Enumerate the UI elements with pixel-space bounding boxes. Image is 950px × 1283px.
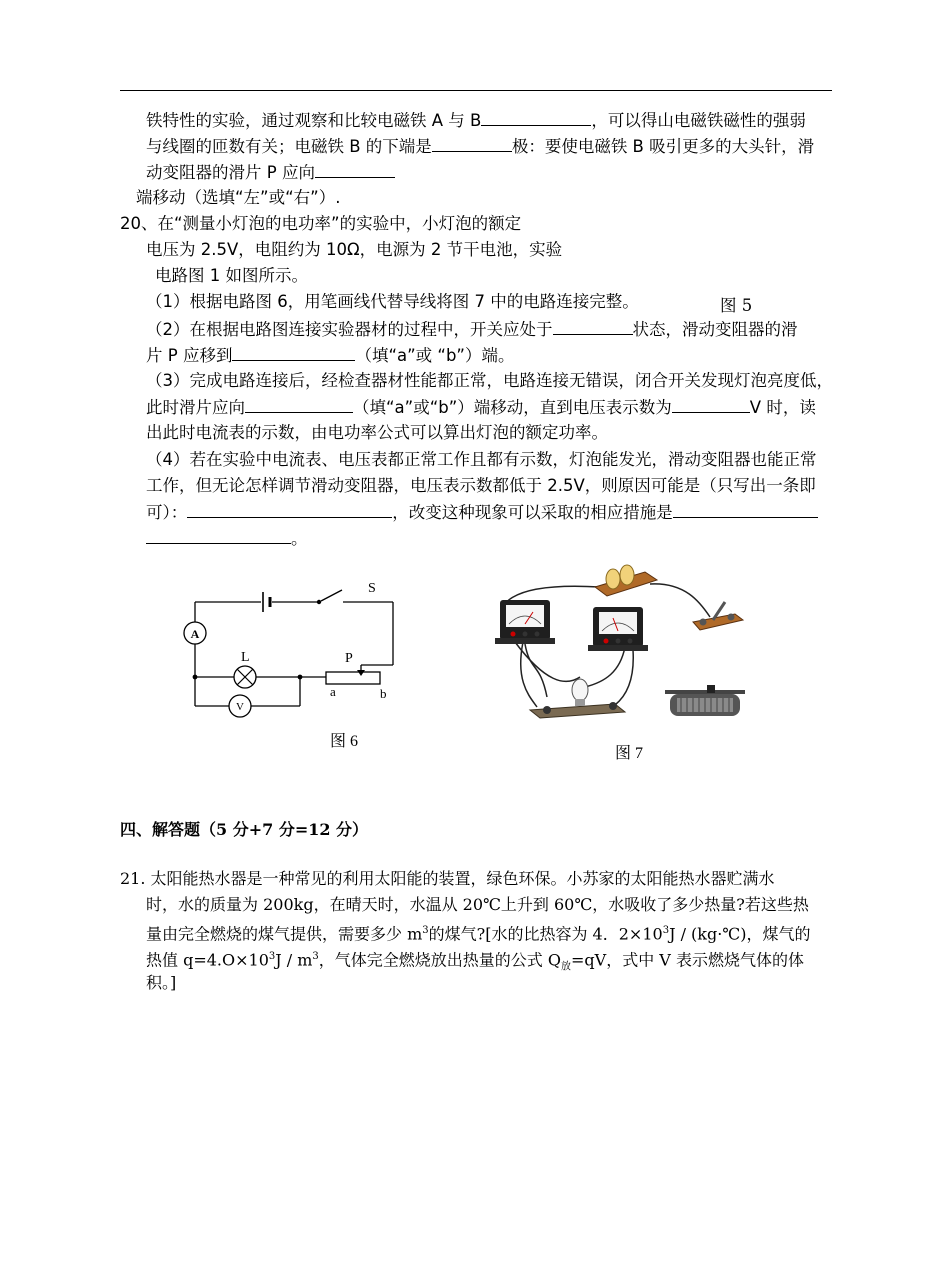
blank[interactable]	[245, 397, 353, 413]
q20-part3-line1: （3）完成电路连接后，经检查器材性能都正常，电路连接无错误，闭合开关发现灯泡亮度低，	[146, 371, 833, 390]
battery-box	[595, 565, 657, 596]
svg-text:S: S	[368, 581, 376, 596]
svg-text:P: P	[345, 651, 353, 666]
blank[interactable]	[146, 528, 291, 544]
q20-part4-line2: 工作，但无论怎样调节滑动变阻器，电压表示数都低于 2.5V，则原因可能是（只写出一条即	[146, 476, 816, 495]
svg-text:b: b	[380, 686, 387, 701]
blank[interactable]	[187, 502, 392, 518]
q19-line1: 铁特性的实验，通过观察和比较电磁铁 A 与 B ，可以得山电磁铁磁性的强弱	[146, 111, 806, 130]
q20-line2: 电压为 2.5V，电阻约为 10Ω，电源为 2 节干电池，实验	[146, 240, 563, 259]
blank[interactable]	[432, 136, 512, 152]
equipment-photo-fig7	[485, 562, 755, 730]
q20-part4-line3: 可）： ，改变这种现象可以采取的相应措施是	[146, 502, 818, 523]
q21-line3: 量由完全燃烧的煤气提供，需要多少 $m^3$的煤气?[水的比热容为 4．$2\times 10^3J$ / (kg·℃)，煤气的	[146, 924, 811, 944]
q21-line5: 积。]	[146, 973, 177, 992]
ammeter-device	[495, 600, 555, 644]
q20-part2-line2: 片 P 应移到 （填“a”或 “b”）端。	[146, 346, 515, 365]
header-rule	[120, 90, 832, 91]
svg-text:L: L	[241, 650, 250, 665]
fig6-caption: 图 6	[330, 733, 359, 750]
q20-line3: 电路图 1 如图所示。	[155, 266, 308, 285]
blank[interactable]	[553, 319, 633, 335]
q20-part3-line2: 此时滑片应向 （填“a”或“b”）端移动，直到电压表示数为 V 时，读	[146, 398, 816, 417]
q19-line2: 与线圈的匝数有关；电磁铁 B 的下端是 极：要使电磁铁 B 吸引更多的大头针，滑	[146, 137, 815, 156]
q21-line2: 时，水的质量为 200kg，在晴天时，水温从 20℃上升到 60℃，水吸收了多少热量?若这些热	[146, 895, 809, 914]
q20-part1: （1）根据电路图 6，用笔画线代替导线将图 7 中的电路连接完整。	[146, 292, 639, 311]
q21-line1: 21. 太阳能热水器是一种常见的利用太阳能的装置，绿色环保。小苏家的太阳能热水器贮满水	[120, 869, 775, 888]
svg-text:V: V	[236, 701, 244, 713]
switch-device	[693, 602, 743, 630]
section-heading: 四、解答题（5 分+7 分=12 分）	[120, 820, 369, 839]
q20-part3-line3: 出此时电流表的示数，由电功率公式可以算出灯泡的额定功率。	[146, 423, 608, 442]
q21-line4: 热值 $q=4.O\times 10^3J / m^3$，气体完全燃烧放出热量的公式 $Q_放=qV$，式中 V 表示燃烧气体的体	[146, 950, 804, 973]
svg-text:A: A	[190, 627, 200, 641]
q20-part4-line1: （4）若在实验中电流表、电压表都正常工作且都有示数，灯泡能发光，滑动变阻器也能正常	[146, 450, 817, 469]
fig7-caption: 图 7	[615, 745, 644, 762]
blank[interactable]	[481, 110, 591, 126]
voltmeter-device	[588, 607, 648, 651]
q19-line4: 端移动（选填“左”或“右”）.	[136, 188, 341, 207]
blank[interactable]	[315, 162, 395, 178]
blank[interactable]	[232, 345, 355, 361]
blank[interactable]	[672, 397, 750, 413]
fig5-label: 图 5	[720, 296, 753, 315]
q20-part4-line4: 。	[146, 528, 308, 549]
q20-line1: 20、在“测量小灯泡的电功率”的实验中，小灯泡的额定	[120, 214, 522, 233]
blank[interactable]	[673, 502, 818, 518]
svg-text:a: a	[330, 684, 336, 699]
circuit-diagram-fig6	[175, 570, 415, 725]
q20-part2-line1: （2）在根据电路图连接实验器材的过程中，开关应处于 状态，滑动变阻器的滑	[146, 320, 798, 339]
q19-line3: 动变阻器的滑片 P 应向	[146, 162, 395, 183]
rheostat-device	[665, 685, 745, 716]
